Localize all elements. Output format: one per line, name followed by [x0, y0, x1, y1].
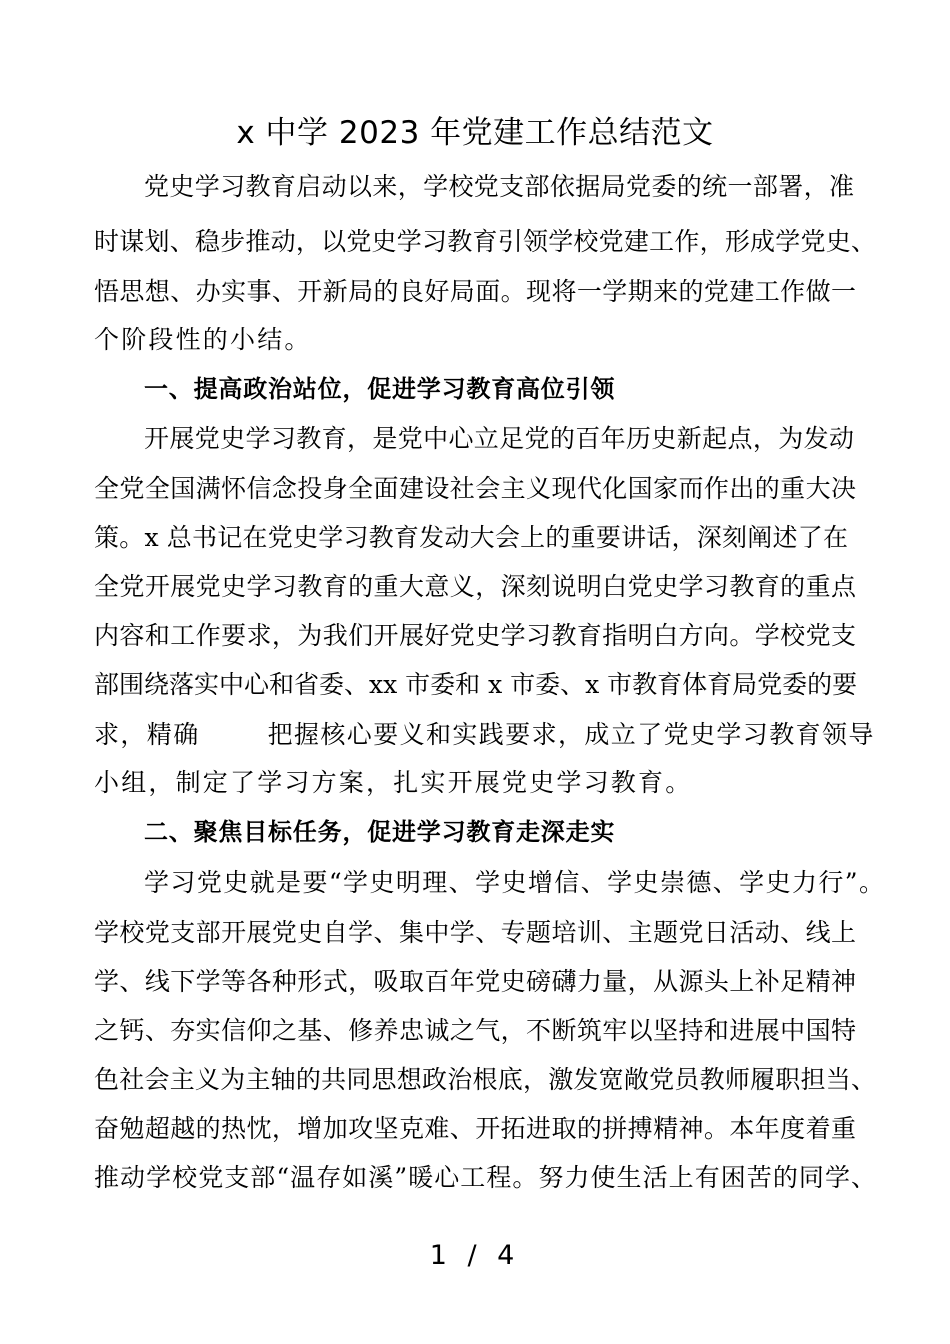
paragraph-3-line-1: 学习党史就是要“学史明理、学史增信、学史崇德、学史力行”。	[144, 868, 884, 897]
paragraph-3-line-7: 推动学校党支部“温存如溪”暖心工程。努力使生活上有困苦的同学、	[94, 1163, 876, 1192]
paragraph-2-line-7-end: 把握核心要义和实践要求，成立了党史学习教育领导	[267, 720, 875, 749]
section-heading-1: 一、提高政治站位，促进学习教育高位引领	[144, 375, 616, 403]
paragraph-2-line-2: 全党全国满怀信念投身全面建设社会主义现代化国家而作出的重大决	[94, 474, 856, 503]
paragraph-2-line-1: 开展党史学习教育，是党中心立足党的百年历史新起点，为发动	[144, 424, 854, 453]
paragraph-2-line-4: 全党开展党史学习教育的重大意义，深刻说明白党史学习教育的重点	[94, 572, 856, 601]
paragraph-1-line-3: 悟思想、办实事、开新局的良好局面。现将一学期来的党建工作做一	[94, 277, 856, 306]
paragraph-3-line-6: 奋勉超越的热忱，增加攻坚克难、开拓进取的拼搏精神。本年度着重	[94, 1114, 856, 1143]
section-heading-2: 二、聚焦目标任务，促进学习教育走深走实	[144, 818, 616, 846]
paragraph-3-line-5: 色社会主义为主轴的共同思想政治根底，激发宽敞党员教师履职担当、	[94, 1065, 876, 1094]
paragraph-2-line-6: 部围绕落实中心和省委、xx 市委和 x 市委、x 市教育体育局党委的要	[94, 670, 858, 699]
document-title: x 中学 2023 年党建工作总结范文	[236, 115, 714, 151]
paragraph-3-line-2: 学校党支部开展党史自学、集中学、专题培训、主题党日活动、线上	[94, 918, 856, 947]
paragraph-2-line-7-start: 求，精确	[94, 720, 200, 749]
paragraph-3-line-4: 之钙、夯实信仰之基、修养忠诚之气，不断筑牢以坚持和进展中国特	[94, 1016, 856, 1045]
paragraph-2-line-3: 策。x 总书记在党史学习教育发动大会上的重要讲话，深刻阐述了在	[94, 523, 848, 552]
paragraph-2-line-8: 小组，制定了学习方案，扎实开展党史学习教育。	[94, 768, 693, 797]
paragraph-1-line-1: 党史学习教育启动以来，学校党支部依据局党委的统一部署，准	[144, 172, 854, 201]
paragraph-1-line-2: 时谋划、稳步推动，以党史学习教育引领学校党建工作，形成学党史、	[94, 227, 876, 256]
paragraph-3-line-3: 学、线下学等各种形式，吸取百年党史磅礴力量，从源头上补足精神	[94, 967, 856, 996]
page-number: 1 / 4	[429, 1240, 521, 1271]
paragraph-2-line-5: 内容和工作要求，为我们开展好党史学习教育指明白方向。学校党支	[94, 621, 856, 650]
paragraph-2-line-7	[94, 718, 884, 752]
paragraph-1-line-4: 个阶段性的小结。	[94, 325, 312, 354]
